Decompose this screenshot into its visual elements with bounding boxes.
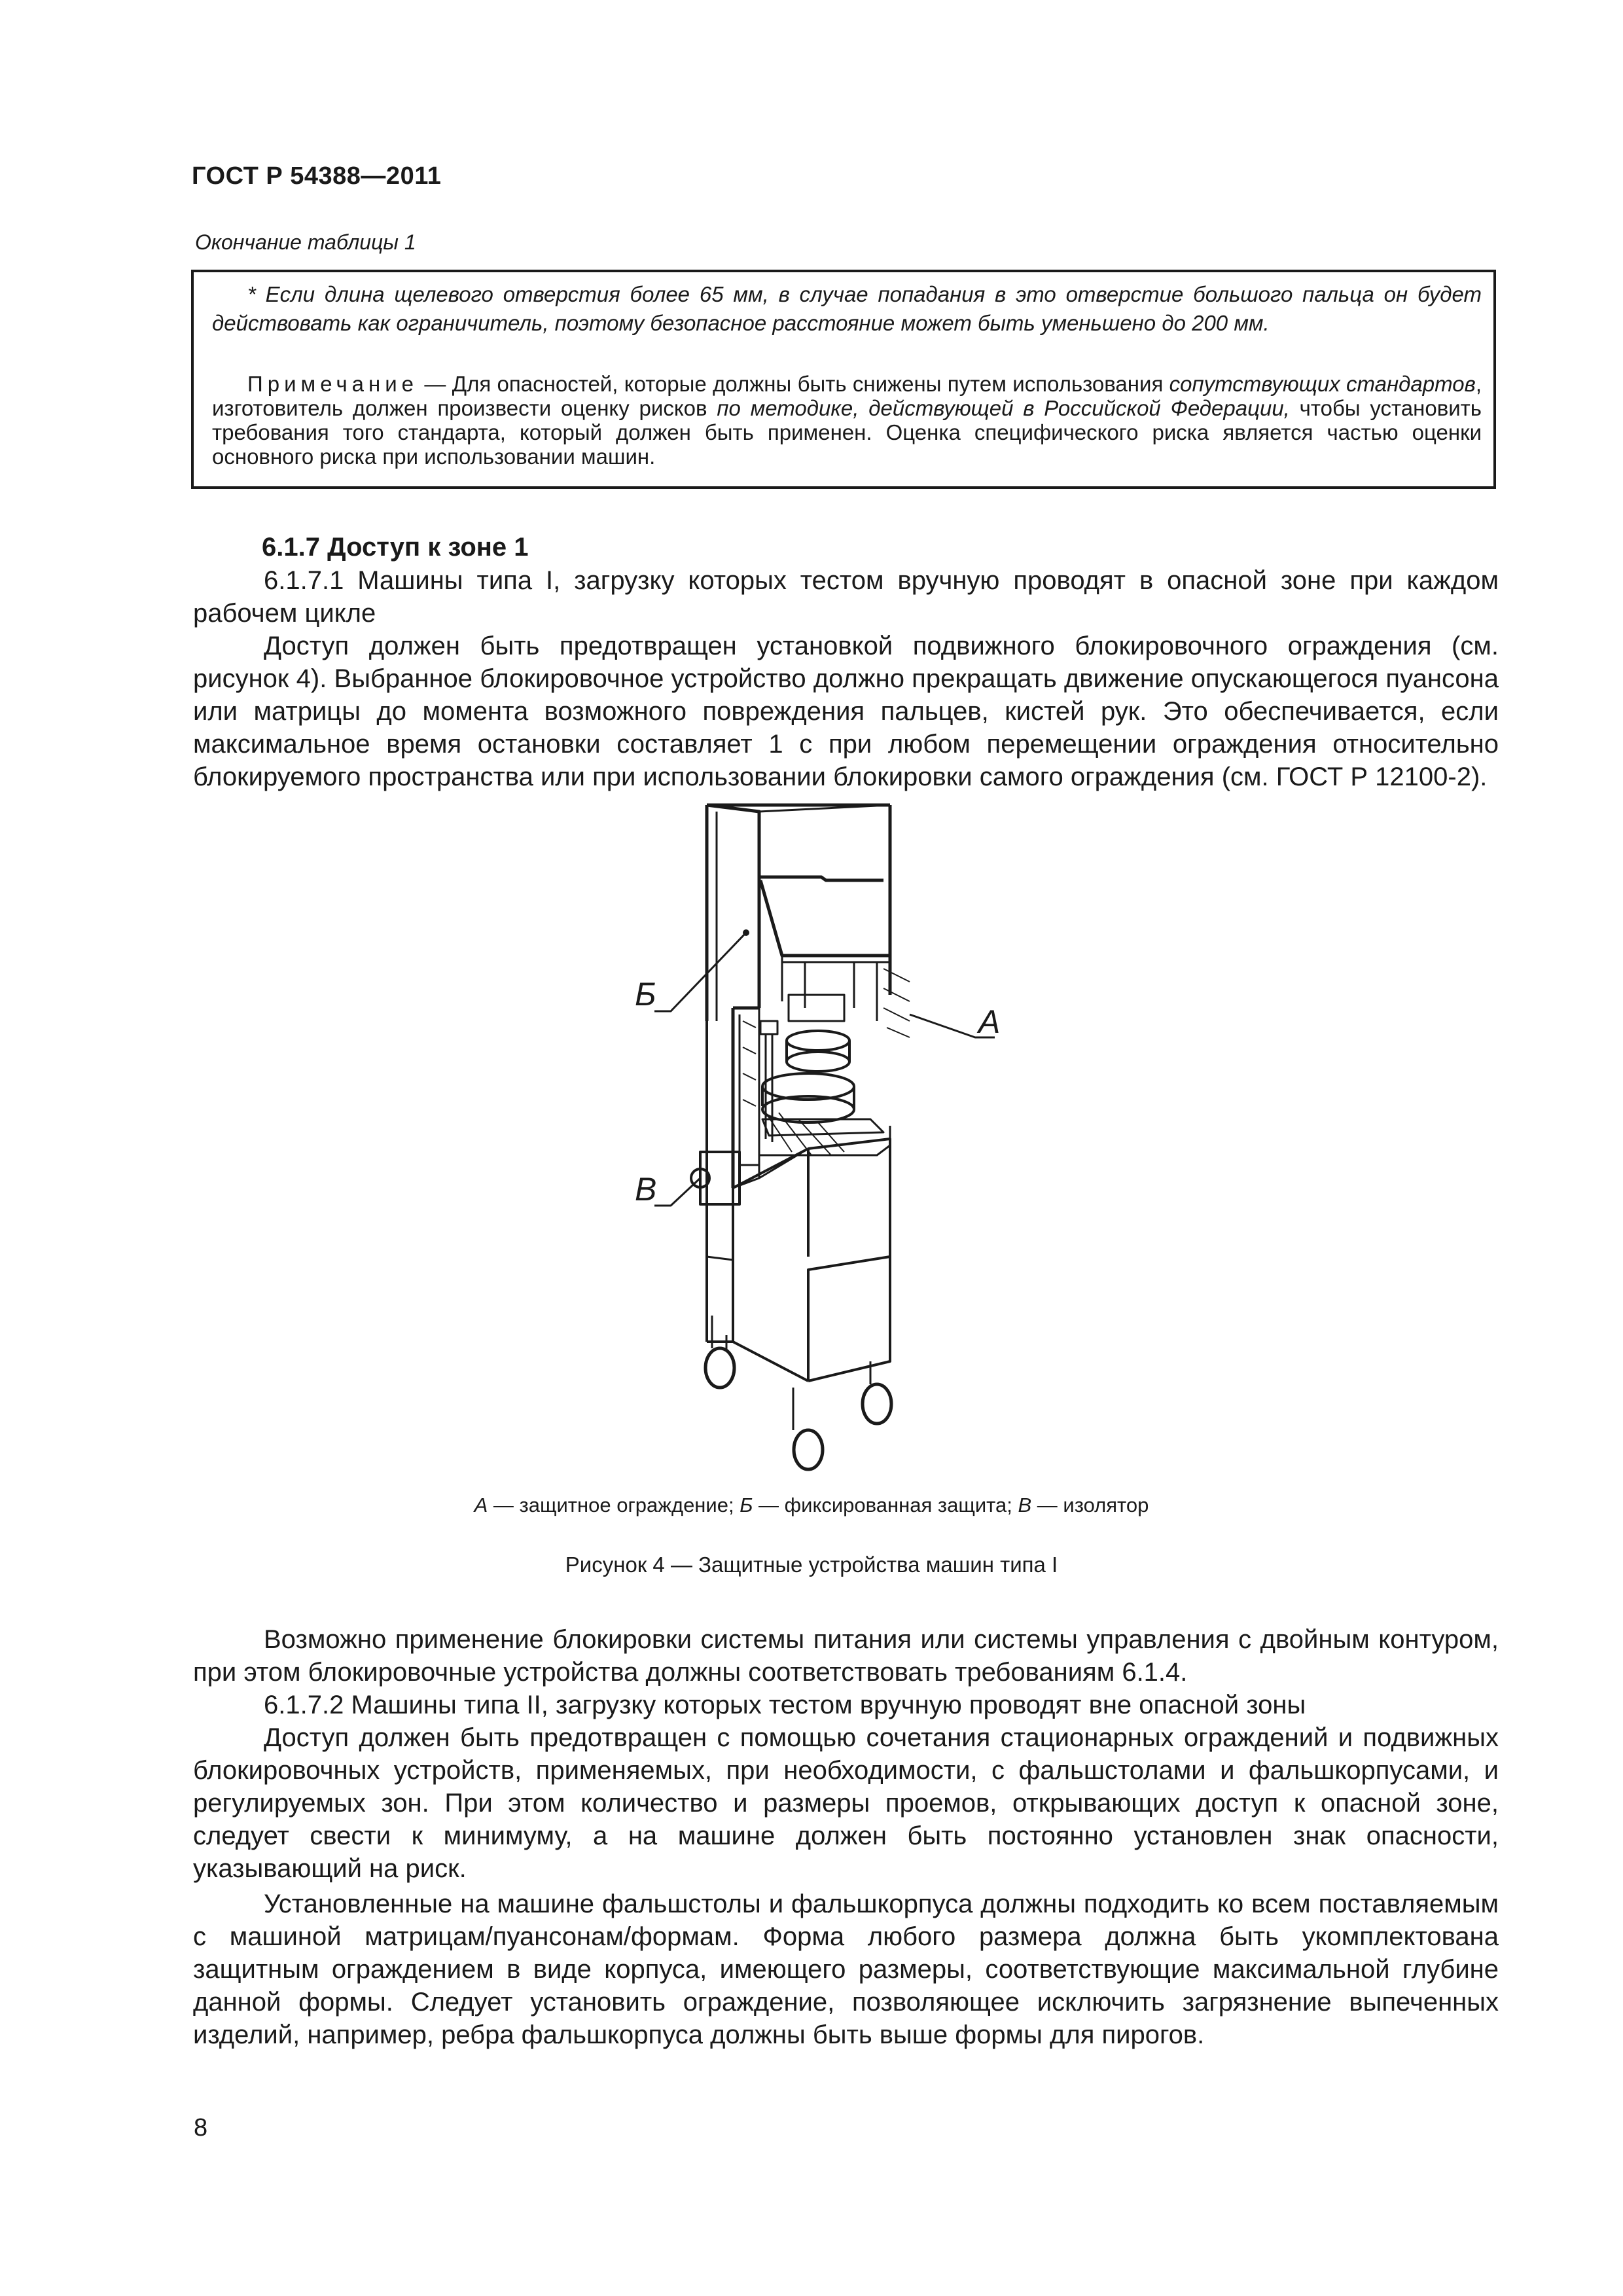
paragraph-access-type-2: Доступ должен быть предотвращен с помощью сочетания стационарных ограждений и подвижных блокировочных устройств, применяемых, при необходимости, с фальшстолами и фальшкорпусами, и регулируемых зон. При этом количество и размеры проемов, открывающих доступ к опасной зоне, следует свести к минимуму, а на машине должен быть постоянно установлен знак опасности, указывающий на риск. bbox=[193, 1723, 1499, 1883]
section-heading: 6.1.7 Доступ к зоне 1 bbox=[262, 533, 529, 562]
page-number: 8 bbox=[194, 2114, 208, 2142]
machine-figure bbox=[609, 798, 1080, 1492]
paragraph-power-interlock: Возможно применение блокировки системы питания или системы управления с двойным контуром, при этом блокировочные устройства должны соответствовать требованиям 6.1.4. bbox=[193, 1625, 1499, 1687]
label-a: А bbox=[978, 1003, 1001, 1040]
figure-caption: Рисунок 4 — Защитные устройства машин типа I bbox=[565, 1552, 1058, 1577]
paragraph-access-type-1: Доступ должен быть предотвращен установкой подвижного блокировочного ограждения (см. рисунок 4). Выбранное блокировочное устройство должно прекращать движение опускающегося пуансона или матрицы до момента возможного повреждения пальцев, кистей рук. Это обеспечивается, если максимальное время остановки составляет 1 с при любом перемещении ограждения относительно блокируемого пространства или при использовании блокировки самого ограждения (см. ГОСТ Р 12100-2). bbox=[193, 632, 1499, 791]
note-label: Примечание bbox=[247, 372, 419, 396]
paragraph-6-1-7-2: 6.1.7.2 Машины типа II, загрузку которых тестом вручную проводят вне опасной зоны bbox=[264, 1691, 1306, 1719]
label-b: Б bbox=[635, 976, 656, 1013]
figure-legend: А — защитное ограждение; Б — фиксированная защита; В — изолятор bbox=[474, 1494, 1149, 1516]
table-note: Примечание — Для опасностей, которые должны быть снижены путем использования сопутствующих стандартов, изготовитель должен произвести оценку рисков по методике, действующей в Российской Федерации, чтобы установить требования того стандарта, который должен быть применен. Оценка специфического риска является частью оценки основного риска при использовании машин. bbox=[212, 372, 1482, 469]
paragraph-6-1-7-1: 6.1.7.1 Машины типа I, загрузку которых тестом вручную проводят в опасной зоне при каждом рабочем цикле bbox=[193, 566, 1499, 628]
table-continuation-caption: Окончание таблицы 1 bbox=[195, 230, 416, 254]
label-v: В bbox=[635, 1171, 657, 1208]
document-header: ГОСТ Р 54388—2011 bbox=[192, 162, 442, 190]
table-footnote: * Если длина щелевого отверстия более 65 мм, в случае попадания в это отверстие большого пальца он будет действовать как ограничитель, поэтому безопасное расстояние может быть уменьшено до 200 мм. bbox=[212, 282, 1482, 335]
paragraph-false-tables: Установленные на машине фальшстолы и фальшкорпуса должны подходить ко всем поставляемым с машиной матрицам/пуансонам/формам. Форма любого размера должна быть укомплектована защитным ограждением в виде корпуса, имеющего размеры, соответствующие максимальной глубине данной формы. Следует установить ограждение, позволяющее исключить загрязнение выпеченных изделий, например, ребра фальшкорпуса должны быть выше формы для пирогов. bbox=[193, 1890, 1499, 2049]
